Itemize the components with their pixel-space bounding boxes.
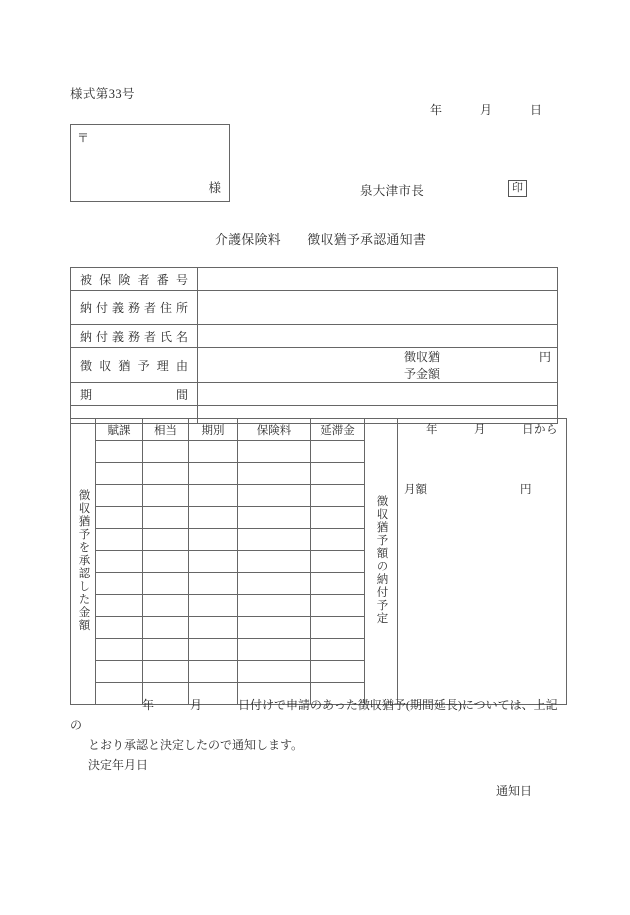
column-header-premium: 保険料	[238, 419, 311, 441]
label-insured-number: 被保険者番号	[71, 268, 198, 291]
table-cell[interactable]	[96, 573, 143, 595]
label-deferment-reason: 徴収猶予理由	[71, 348, 198, 383]
table-cell[interactable]	[189, 551, 238, 573]
footer-line-4: 通知日	[495, 784, 532, 798]
column-header-levy: 賦課	[96, 419, 143, 441]
table-cell[interactable]	[311, 463, 365, 485]
table-cell[interactable]	[96, 485, 143, 507]
table-cell[interactable]	[238, 617, 311, 639]
table-cell[interactable]	[311, 529, 365, 551]
footer-line-1: 年 月 日付けで申請のあった徴収猶予(期間延長)については、上記の	[70, 698, 558, 732]
table-cell[interactable]	[238, 573, 311, 595]
table-cell[interactable]	[238, 529, 311, 551]
label-deferment-amount: 徴収猶予金額	[404, 350, 441, 381]
table-cell[interactable]	[311, 573, 365, 595]
table-cell[interactable]	[238, 639, 311, 661]
table-row	[71, 325, 558, 348]
table-cell[interactable]	[311, 595, 365, 617]
footer-line-3: 決定年月日	[88, 758, 149, 772]
table-cell[interactable]	[238, 463, 311, 485]
table-cell[interactable]	[238, 485, 311, 507]
table-cell[interactable]	[143, 529, 189, 551]
table-cell[interactable]	[311, 551, 365, 573]
table-cell[interactable]	[189, 485, 238, 507]
table-cell[interactable]	[189, 595, 238, 617]
table-cell[interactable]	[143, 573, 189, 595]
footer-text	[70, 695, 560, 801]
field-insured-number[interactable]	[198, 268, 558, 291]
table-cell[interactable]	[238, 595, 311, 617]
unit-monthly-amount: 円	[520, 484, 532, 496]
footer-line-2: とおり承認と決定したので通知します。	[88, 738, 304, 752]
table-cell[interactable]	[311, 485, 365, 507]
table-cell[interactable]	[238, 661, 311, 683]
table-cell[interactable]	[96, 463, 143, 485]
table-cell[interactable]	[96, 441, 143, 463]
page-title: 介護保険料 徴収猶予承認通知書	[215, 233, 427, 247]
table-cell[interactable]	[96, 551, 143, 573]
footer-decision-date-line	[70, 755, 560, 775]
table-cell[interactable]	[96, 507, 143, 529]
issuer-name: 泉大津市長	[360, 184, 425, 198]
table-cell[interactable]	[238, 441, 311, 463]
table-cell[interactable]	[96, 661, 143, 683]
label-period: 期間	[71, 383, 198, 406]
info-table	[70, 267, 558, 424]
table-cell[interactable]	[143, 485, 189, 507]
form-number: 様式第33号	[70, 87, 135, 101]
column-header-late-fee: 延滞金	[311, 419, 365, 441]
seal-box[interactable]: 印	[508, 180, 527, 197]
table-cell[interactable]	[189, 529, 238, 551]
table-cell[interactable]	[311, 617, 365, 639]
label-payer-name: 納付義務者氏名	[71, 325, 198, 348]
table-cell[interactable]	[189, 573, 238, 595]
label-monthly-amount: 月額	[404, 484, 427, 496]
payment-schedule-cell[interactable]	[398, 419, 567, 705]
table-cell[interactable]	[96, 617, 143, 639]
table-row	[71, 348, 558, 383]
table-cell[interactable]	[143, 507, 189, 529]
table-cell[interactable]	[189, 617, 238, 639]
table-cell[interactable]	[189, 639, 238, 661]
table-cell[interactable]	[143, 551, 189, 573]
table-cell[interactable]	[143, 441, 189, 463]
unit-deferment-amount: 円	[538, 350, 551, 364]
header-date-line: 年 月 日	[430, 103, 543, 117]
vertical-label-approved-amount: 徴収猶予を承認した金額	[71, 419, 96, 705]
column-header-equivalent: 相当	[143, 419, 189, 441]
schedule-from-date: 年 月 日から	[426, 424, 558, 436]
table-cell[interactable]	[238, 507, 311, 529]
table-cell[interactable]	[96, 529, 143, 551]
table-cell[interactable]	[143, 639, 189, 661]
addressee-box[interactable]	[70, 124, 230, 202]
postal-code-icon: 〒	[77, 131, 90, 145]
label-payer-address: 納付義務者住所	[71, 291, 198, 325]
table-cell[interactable]	[311, 507, 365, 529]
table-cell[interactable]	[238, 551, 311, 573]
table-cell[interactable]	[189, 507, 238, 529]
table-cell[interactable]	[311, 639, 365, 661]
table-cell[interactable]	[96, 639, 143, 661]
table-cell[interactable]	[143, 595, 189, 617]
table-cell[interactable]	[143, 661, 189, 683]
table-cell[interactable]	[189, 661, 238, 683]
approved-amount-table	[70, 418, 567, 705]
field-deferment-reason[interactable]	[198, 348, 558, 383]
column-header-by-period: 期別	[189, 419, 238, 441]
table-cell[interactable]	[189, 441, 238, 463]
table-row	[71, 291, 558, 325]
table-row	[71, 383, 558, 406]
field-payer-name[interactable]	[198, 325, 558, 348]
table-cell[interactable]	[143, 463, 189, 485]
table-cell[interactable]	[311, 441, 365, 463]
table-cell[interactable]	[143, 617, 189, 639]
table-cell[interactable]	[189, 463, 238, 485]
table-cell[interactable]	[311, 661, 365, 683]
vertical-label-payment-schedule: 徴収猶予額の納付予定	[365, 419, 398, 705]
addressee-honorific: 様	[208, 181, 221, 195]
field-payer-address[interactable]	[198, 291, 558, 325]
table-header-row	[71, 419, 567, 441]
field-period[interactable]	[198, 383, 558, 406]
table-cell[interactable]	[96, 595, 143, 617]
table-row	[71, 268, 558, 291]
